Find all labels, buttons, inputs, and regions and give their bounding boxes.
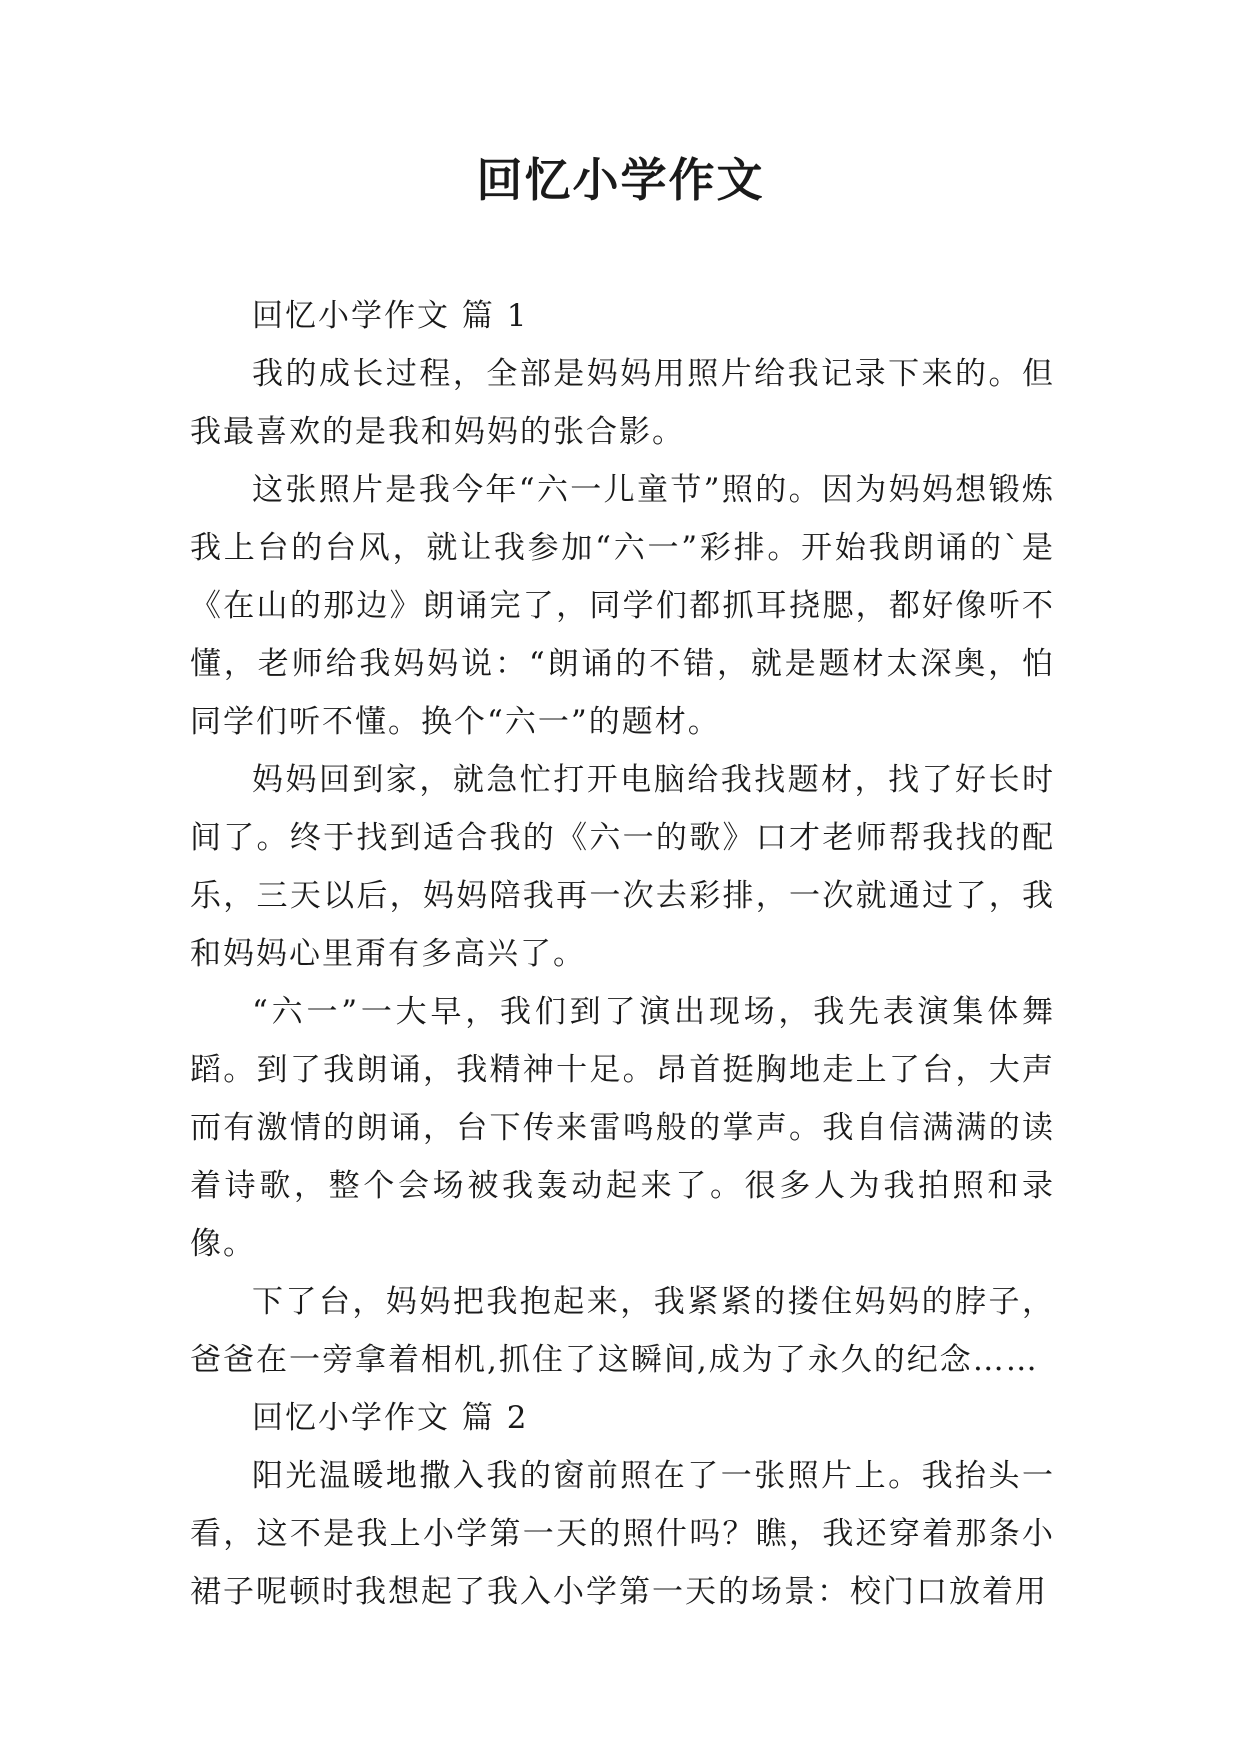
paragraph: 我的成长过程，全部是妈妈用照片给我记录下来的。但我最喜欢的是我和妈妈的张合影。: [190, 356, 1055, 450]
paragraph: 下了台，妈妈把我抱起来，我紧紧的搂住妈妈的脖子，爸爸在一旁拿着相机,抓住了这瞬间,成为了永久的纪念……: [190, 1284, 1055, 1378]
paragraph: 阳光温暖地撒入我的窗前照在了一张照片上。我抬头一看，这不是我上小学第一天的照什吗？瞧，我还穿着那条小裙子呢顿时我想起了我入小学第一天的场景：校门口放着用: [190, 1458, 1055, 1610]
document-body: [190, 287, 1055, 1621]
document-title: 回忆小学作文: [476, 153, 765, 207]
paragraph: 这张照片是我今年“六一儿童节”照的。因为妈妈想锻炼我上台的台风，就让我参加“六一”彩排。开始我朗诵的`是《在山的那边》朗诵完了，同学们都抓耳挠腮，都好像听不懂，老师给我妈妈说：“朗诵的不错，就是题材太深奥，怕同学们听不懂。换个“六一”的题材。: [190, 472, 1055, 740]
paragraph: 妈妈回到家，就急忙打开电脑给我找题材，找了好长时间了。终于找到适合我的《六一的歌》口才老师帮我找的配乐，三天以后，妈妈陪我再一次去彩排，一次就通过了，我和妈妈心里甭有多高兴了。: [190, 762, 1055, 972]
paragraph: “六一”一大早，我们到了演出现场，我先表演集体舞蹈。到了我朗诵，我精神十足。昂首挺胸地走上了台，大声而有激情的朗诵，台下传来雷鸣般的掌声。我自信满满的读着诗歌，整个会场被我轰动起来了。很多人为我拍照和录像。: [190, 994, 1055, 1262]
essay-heading-1: 回忆小学作文 篇 1: [252, 298, 529, 334]
essay-heading-2: 回忆小学作文 篇 2: [252, 1400, 529, 1436]
